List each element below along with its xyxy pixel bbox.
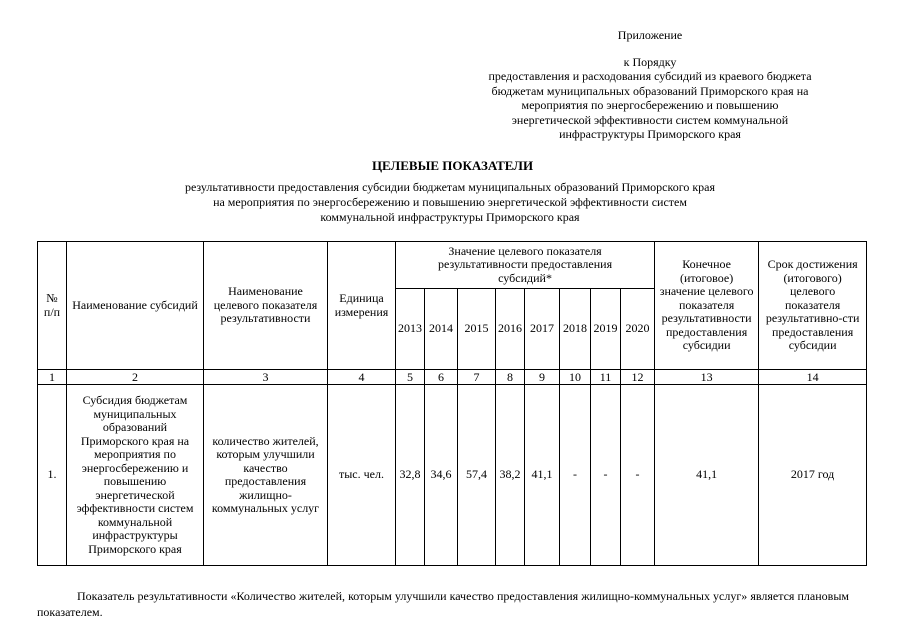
row-final-value: 41,1	[655, 385, 759, 566]
header-year: 2016	[496, 289, 525, 370]
header-year: 2014	[425, 289, 458, 370]
column-number: 5	[396, 370, 425, 385]
header-subsidy-name: Наименование субсидий	[67, 242, 204, 370]
row-indicator-name: количество жителей, которым улучшили качество предоставления жилищно-коммунальных услуг	[204, 385, 328, 566]
column-number: 4	[328, 370, 396, 385]
appendix-label: Приложение	[617, 28, 683, 42]
row-unit: тыс. чел.	[328, 385, 396, 566]
indicators-table	[37, 241, 867, 566]
header-year: 2020	[621, 289, 655, 370]
row-deadline: 2017 год	[759, 385, 867, 566]
table-row	[38, 385, 867, 566]
header-num: № п/п	[38, 242, 67, 370]
column-number: 8	[496, 370, 525, 385]
row-subsidy-name: Субсидия бюджетам муниципальных образований Приморского края на мероприятия по энергосбережению и повышению энергетической эффективности систем коммунальной инфраструктуры Приморского края	[67, 385, 204, 566]
column-number: 10	[560, 370, 591, 385]
row-value-2017: 41,1	[525, 385, 560, 566]
row-value-2015: 57,4	[458, 385, 496, 566]
subtitle-line: результативности предоставления субсидии бюджетам муниципальных образований Приморского края	[184, 180, 716, 194]
appendix-line: энергетической эффективности систем коммунальной	[511, 112, 789, 127]
appendix-line: предоставления и расходования субсидий из краевого бюджета	[488, 69, 812, 83]
row-value-2020: -	[621, 385, 655, 566]
header-value-group: Значение целевого показателя результативности предоставления субсидий*	[396, 242, 655, 289]
footnote: Показатель результативности «Количество жителей, которым улучшили качество предоставления жилищно-коммунальных услуг» является плановым показателем.	[37, 589, 849, 619]
row-value-2019: -	[591, 385, 621, 566]
column-number: 14	[759, 370, 867, 385]
column-number: 6	[425, 370, 458, 385]
appendix-line: мероприятия по энергосбережению и повышению	[521, 98, 779, 112]
appendix-line: бюджетам муниципальных образований Приморского края на	[491, 83, 809, 98]
header-year: 2018	[560, 289, 591, 370]
row-value-2018: -	[560, 385, 591, 566]
appendix-line: к Порядку	[623, 54, 677, 69]
document-title: ЦЕЛЕВЫЕ ПОКАЗАТЕЛИ	[371, 158, 534, 173]
column-number: 9	[525, 370, 560, 385]
header-deadline: Срок достижения (итогового) целевого показателя результативно-сти предоставления субсидии	[759, 242, 867, 370]
header-year: 2017	[525, 289, 560, 370]
header-unit: Единица измерения	[328, 242, 396, 370]
header-indicator-name: Наименование целевого показателя результативности	[204, 242, 328, 370]
document-subtitle	[100, 180, 800, 225]
row-value-2014: 34,6	[425, 385, 458, 566]
appendix-line: инфраструктуры Приморского края	[559, 127, 741, 141]
row-value-2016: 38,2	[496, 385, 525, 566]
column-number: 13	[655, 370, 759, 385]
row-num: 1.	[38, 385, 67, 566]
column-number: 11	[591, 370, 621, 385]
header-year: 2013	[396, 289, 425, 370]
row-value-2013: 32,8	[396, 385, 425, 566]
appendix-block	[470, 28, 830, 142]
header-final-value: Конечное (итоговое) значение целевого показателя результативности предоставления субсидии	[655, 242, 759, 370]
column-number: 2	[67, 370, 204, 385]
column-number: 3	[204, 370, 328, 385]
header-year: 2019	[591, 289, 621, 370]
column-number: 7	[458, 370, 496, 385]
column-number: 12	[621, 370, 655, 385]
subtitle-line: коммунальной инфраструктуры Приморского края	[320, 210, 580, 224]
header-year: 2015	[458, 289, 496, 370]
subtitle-line: на мероприятия по энергосбережению и повышению энергетической эффективности систем	[213, 195, 687, 209]
column-number: 1	[38, 370, 67, 385]
